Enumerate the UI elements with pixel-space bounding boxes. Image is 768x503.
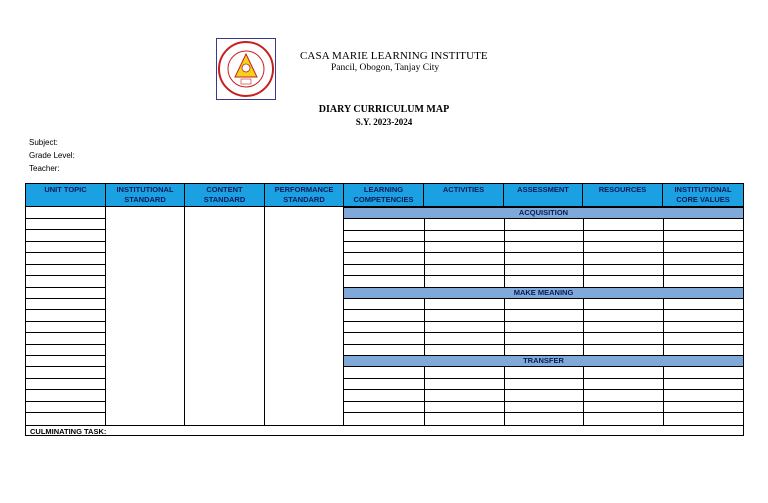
content-standard-column bbox=[185, 207, 265, 426]
unit-topic-row-line bbox=[26, 332, 106, 333]
unit-topic-row-line bbox=[26, 355, 106, 356]
grid-row-line bbox=[344, 252, 743, 253]
header-activities: ACTIVITIES bbox=[424, 184, 504, 207]
institution-name: CASA MARIE LEARNING INSTITUTE bbox=[300, 50, 488, 62]
unit-topic-row-line bbox=[26, 287, 106, 288]
grid-row-line bbox=[344, 275, 743, 276]
grid-row-line bbox=[344, 241, 743, 242]
culminating-divider bbox=[26, 425, 743, 426]
grid-row-line bbox=[344, 332, 743, 333]
header-performance-standard: PERFORMANCE STANDARD bbox=[265, 184, 344, 207]
unit-topic-row-line bbox=[26, 366, 106, 367]
institutional-standard-column bbox=[106, 207, 185, 426]
unit-topic-row-line bbox=[26, 264, 106, 265]
section-acquisition: ACQUISITION bbox=[344, 207, 743, 219]
unit-topic-column bbox=[26, 207, 106, 426]
unit-topic-row-line bbox=[26, 275, 106, 276]
teacher-field: Teacher: bbox=[29, 164, 60, 173]
header-resources: RESOURCES bbox=[583, 184, 663, 207]
header-assessment: ASSESSMENT bbox=[504, 184, 583, 207]
document-title: DIARY CURRICULUM MAP bbox=[318, 104, 450, 115]
grid-column-line bbox=[663, 219, 664, 425]
culminating-task-label: CULMINATING TASK: bbox=[30, 427, 107, 436]
section-make-meaning: MAKE MEANING bbox=[344, 287, 743, 299]
grid-column-line bbox=[424, 219, 425, 425]
grid-row-line bbox=[344, 401, 743, 402]
grid-row-line bbox=[344, 389, 743, 390]
grid-row-line bbox=[344, 309, 743, 310]
unit-topic-row-line bbox=[26, 401, 106, 402]
header-learning-competencies: LEARNING COMPETENCIES bbox=[344, 184, 424, 207]
institution-address: Pancil, Obogon, Tanjay City bbox=[331, 63, 440, 73]
subject-field: Subject: bbox=[29, 138, 58, 147]
grid-row-line bbox=[344, 344, 743, 345]
unit-topic-row-line bbox=[26, 241, 106, 242]
unit-topic-row-line bbox=[26, 378, 106, 379]
unit-topic-row-line bbox=[26, 344, 106, 345]
performance-standard-column bbox=[265, 207, 344, 426]
unit-topic-row-line bbox=[26, 229, 106, 230]
grid-row-line bbox=[344, 264, 743, 265]
curriculum-map-table bbox=[25, 183, 744, 436]
unit-topic-row-line bbox=[26, 389, 106, 390]
section-transfer: TRANSFER bbox=[344, 355, 743, 367]
unit-topic-row-line bbox=[26, 309, 106, 310]
header-unit-topic: UNIT TOPIC bbox=[26, 184, 106, 207]
grid-row-line bbox=[344, 378, 743, 379]
unit-topic-row-line bbox=[26, 218, 106, 219]
unit-topic-row-line bbox=[26, 321, 106, 322]
institution-logo bbox=[216, 38, 276, 100]
grid-row-line bbox=[344, 230, 743, 231]
grid-row-line bbox=[344, 321, 743, 322]
header-institutional-standard: INSTITUTIONAL STANDARD bbox=[106, 184, 185, 207]
grid-column-line bbox=[504, 219, 505, 425]
unit-topic-row-line bbox=[26, 252, 106, 253]
header-content-standard: CONTENT STANDARD bbox=[185, 184, 265, 207]
school-year: S.Y. 2023-2024 bbox=[355, 117, 413, 127]
grade-level-field: Grade Level: bbox=[29, 151, 75, 160]
unit-topic-row-line bbox=[26, 298, 106, 299]
grid-column-line bbox=[583, 219, 584, 425]
grid-row-line bbox=[344, 412, 743, 413]
header-institutional-core-values: INSTITUTIONAL CORE VALUES bbox=[663, 184, 743, 207]
unit-topic-row-line bbox=[26, 412, 106, 413]
